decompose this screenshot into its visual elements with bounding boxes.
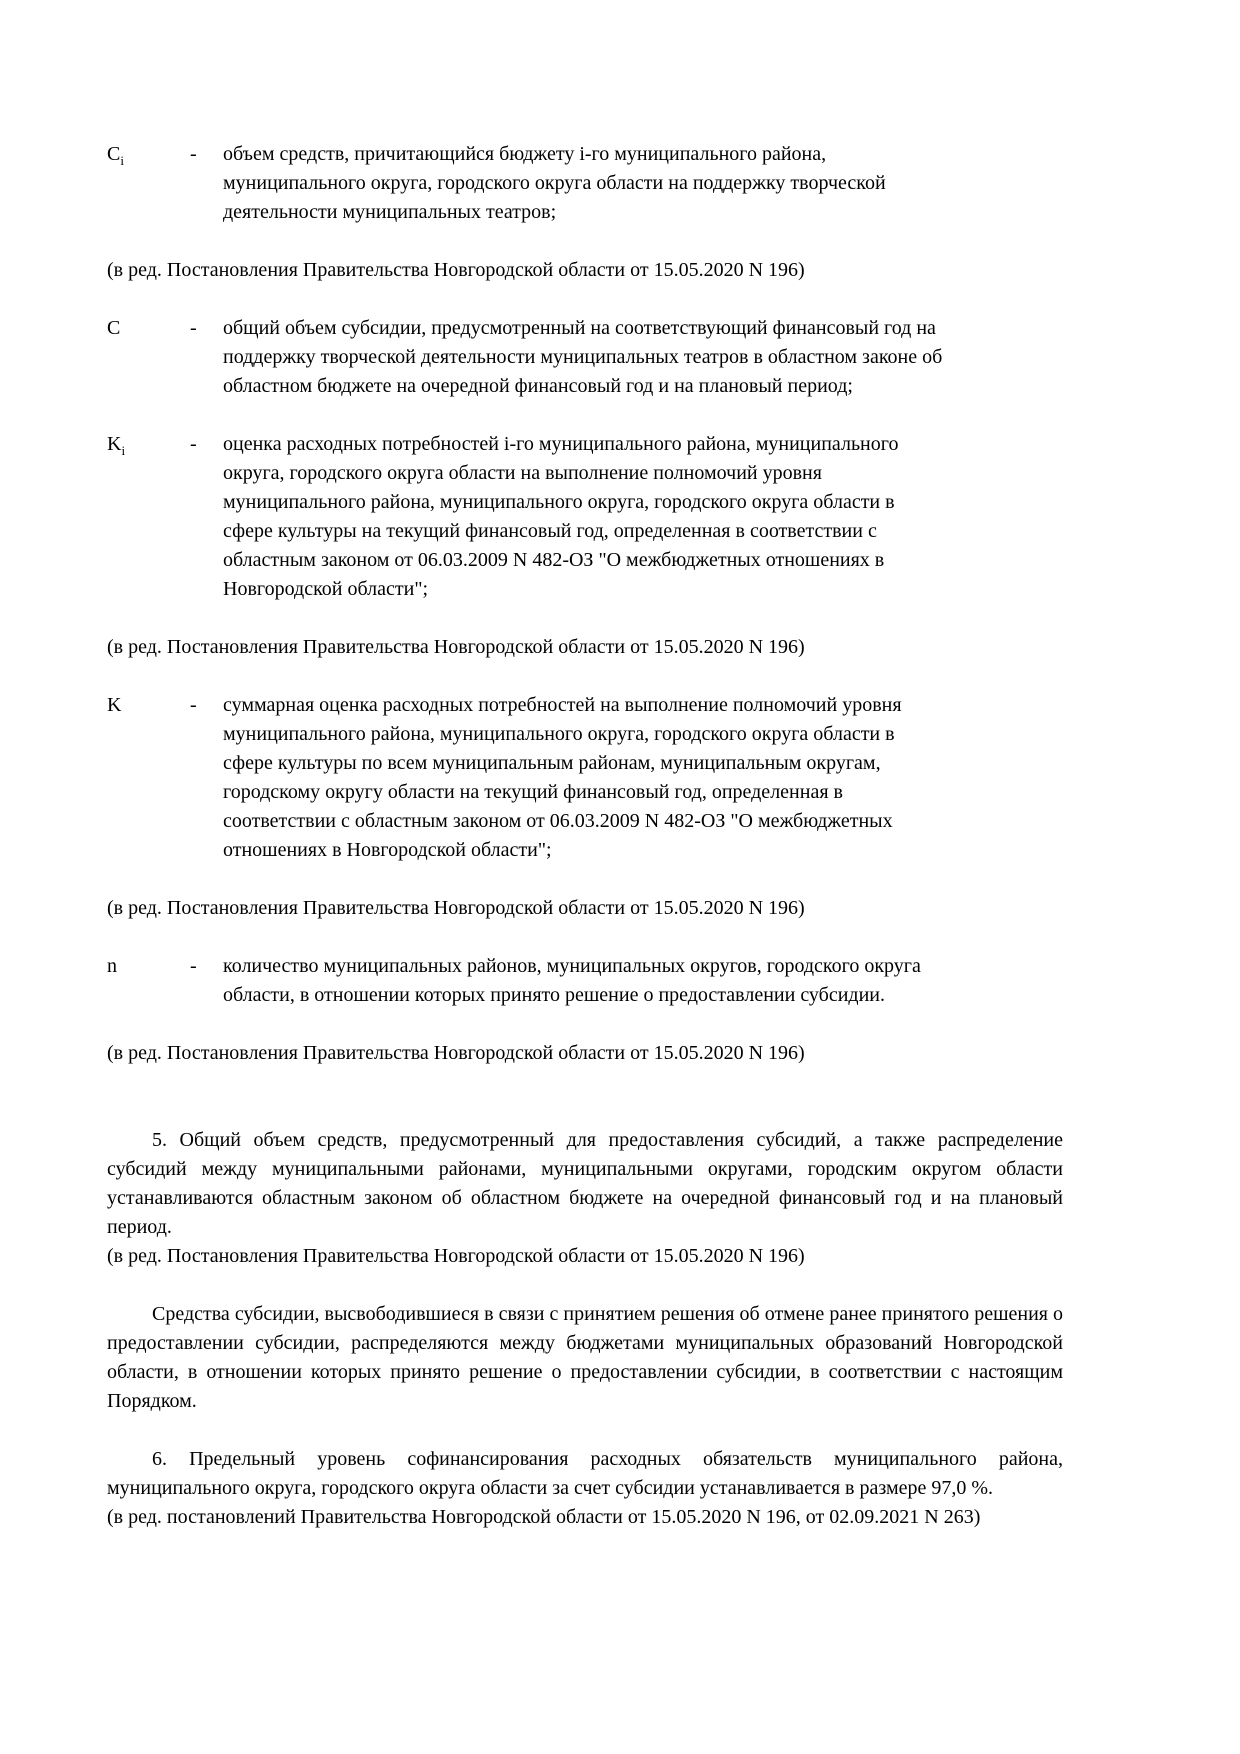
definition-text: суммарная оценка расходных потребностей на выполнение полномочий уровня муниципального района, муниципального округа, городского округа области в сфере культуры по всем муниципальным районам, муниципальным округам, городскому округу области на текущий финансовый год, определенная в соответствии с областным законом от 06.03.2009 N 482-ОЗ "О межбюджетных отношениях в Новгородской области"; (223, 694, 902, 861)
paragraph-funds-redistribution: Средства субсидии, высвободившиеся в связи с принятием решения об отмене ранее принятого решения о предоставлении субсидии, распределяются между бюджетами муниципальных образований Новгородской области, в отношении которых принято решение о предоставлении субсидии, в соответствии с настоящим Порядком. (107, 1303, 1063, 1412)
amendment-note: (в ред. Постановления Правительства Новгородской области от 15.05.2020 N 196) (107, 1245, 805, 1267)
term-letter: C (107, 317, 121, 339)
paragraph-5: 5. Общий объем средств, предусмотренный для предоставления субсидий, а также распределение субсидий между муниципальными районами, муниципальными округами, городским округом области устанавливаются областным законом об областном бюджете на очередной финансовый год и на плановый период. (107, 1129, 1063, 1238)
definition-row-k (107, 691, 1063, 865)
definition-text: общий объем субсидии, предусмотренный на соответствующий финансовый год на поддержку творческой деятельности муниципальных театров в областном законе об областном бюджете на очередной финансовый год и на плановый период; (223, 317, 943, 397)
definition-term (107, 314, 190, 343)
amendment-note: (в ред. постановлений Правительства Новгородской области от 15.05.2020 N 196, от 02.09.2021 N 263) (107, 1506, 981, 1528)
definition-term (107, 952, 190, 981)
definition-dash: - (190, 433, 197, 455)
amendment-note: (в ред. Постановления Правительства Новгородской области от 15.05.2020 N 196) (107, 897, 805, 919)
definition-row-ki (107, 430, 1063, 604)
definition-text: количество муниципальных районов, муниципальных округов, городского округа области, в отношении которых принято решение о предоставлении субсидии. (223, 955, 921, 1006)
definition-dash: - (190, 143, 197, 165)
amendment-note: (в ред. Постановления Правительства Новгородской области от 15.05.2020 N 196) (107, 1042, 805, 1064)
definition-row-n (107, 952, 1063, 1010)
term-letter: K (107, 433, 122, 455)
definition-dash: - (190, 955, 197, 977)
definition-term (107, 430, 190, 459)
term-letter: C (107, 143, 121, 165)
amendment-note: (в ред. Постановления Правительства Новгородской области от 15.05.2020 N 196) (107, 636, 805, 658)
term-subscript: i (121, 443, 126, 458)
definition-row-ci (107, 140, 1063, 227)
definition-row-c (107, 314, 1063, 401)
term-subscript: i (120, 153, 124, 168)
definition-dash: - (190, 694, 197, 716)
term-letter: n (107, 955, 117, 977)
definition-text: объем средств, причитающийся бюджету i-го муниципального района, муниципального округа, городского округа области на поддержку творческой деятельности муниципальных театров; (223, 143, 886, 223)
term-letter: K (107, 694, 122, 716)
definition-term (107, 691, 190, 720)
definition-dash: - (190, 317, 197, 339)
definition-term (107, 140, 190, 169)
definition-text: оценка расходных потребностей i-го муниципального района, муниципального округа, городского округа области на выполнение полномочий уровня муниципального района, муниципального округа, городского округа области в сфере культуры на текущий финансовый год, определенная в соответствии с областным законом от 06.03.2009 N 482-ОЗ "О межбюджетных отношениях в Новгородской области"; (223, 433, 899, 600)
amendment-note: (в ред. Постановления Правительства Новгородской области от 15.05.2020 N 196) (107, 259, 805, 281)
paragraph-6: 6. Предельный уровень софинансирования расходных обязательств муниципального района, муниципального округа, городского округа области за счет субсидии устанавливается в размере 97,0 %. (107, 1448, 1063, 1499)
